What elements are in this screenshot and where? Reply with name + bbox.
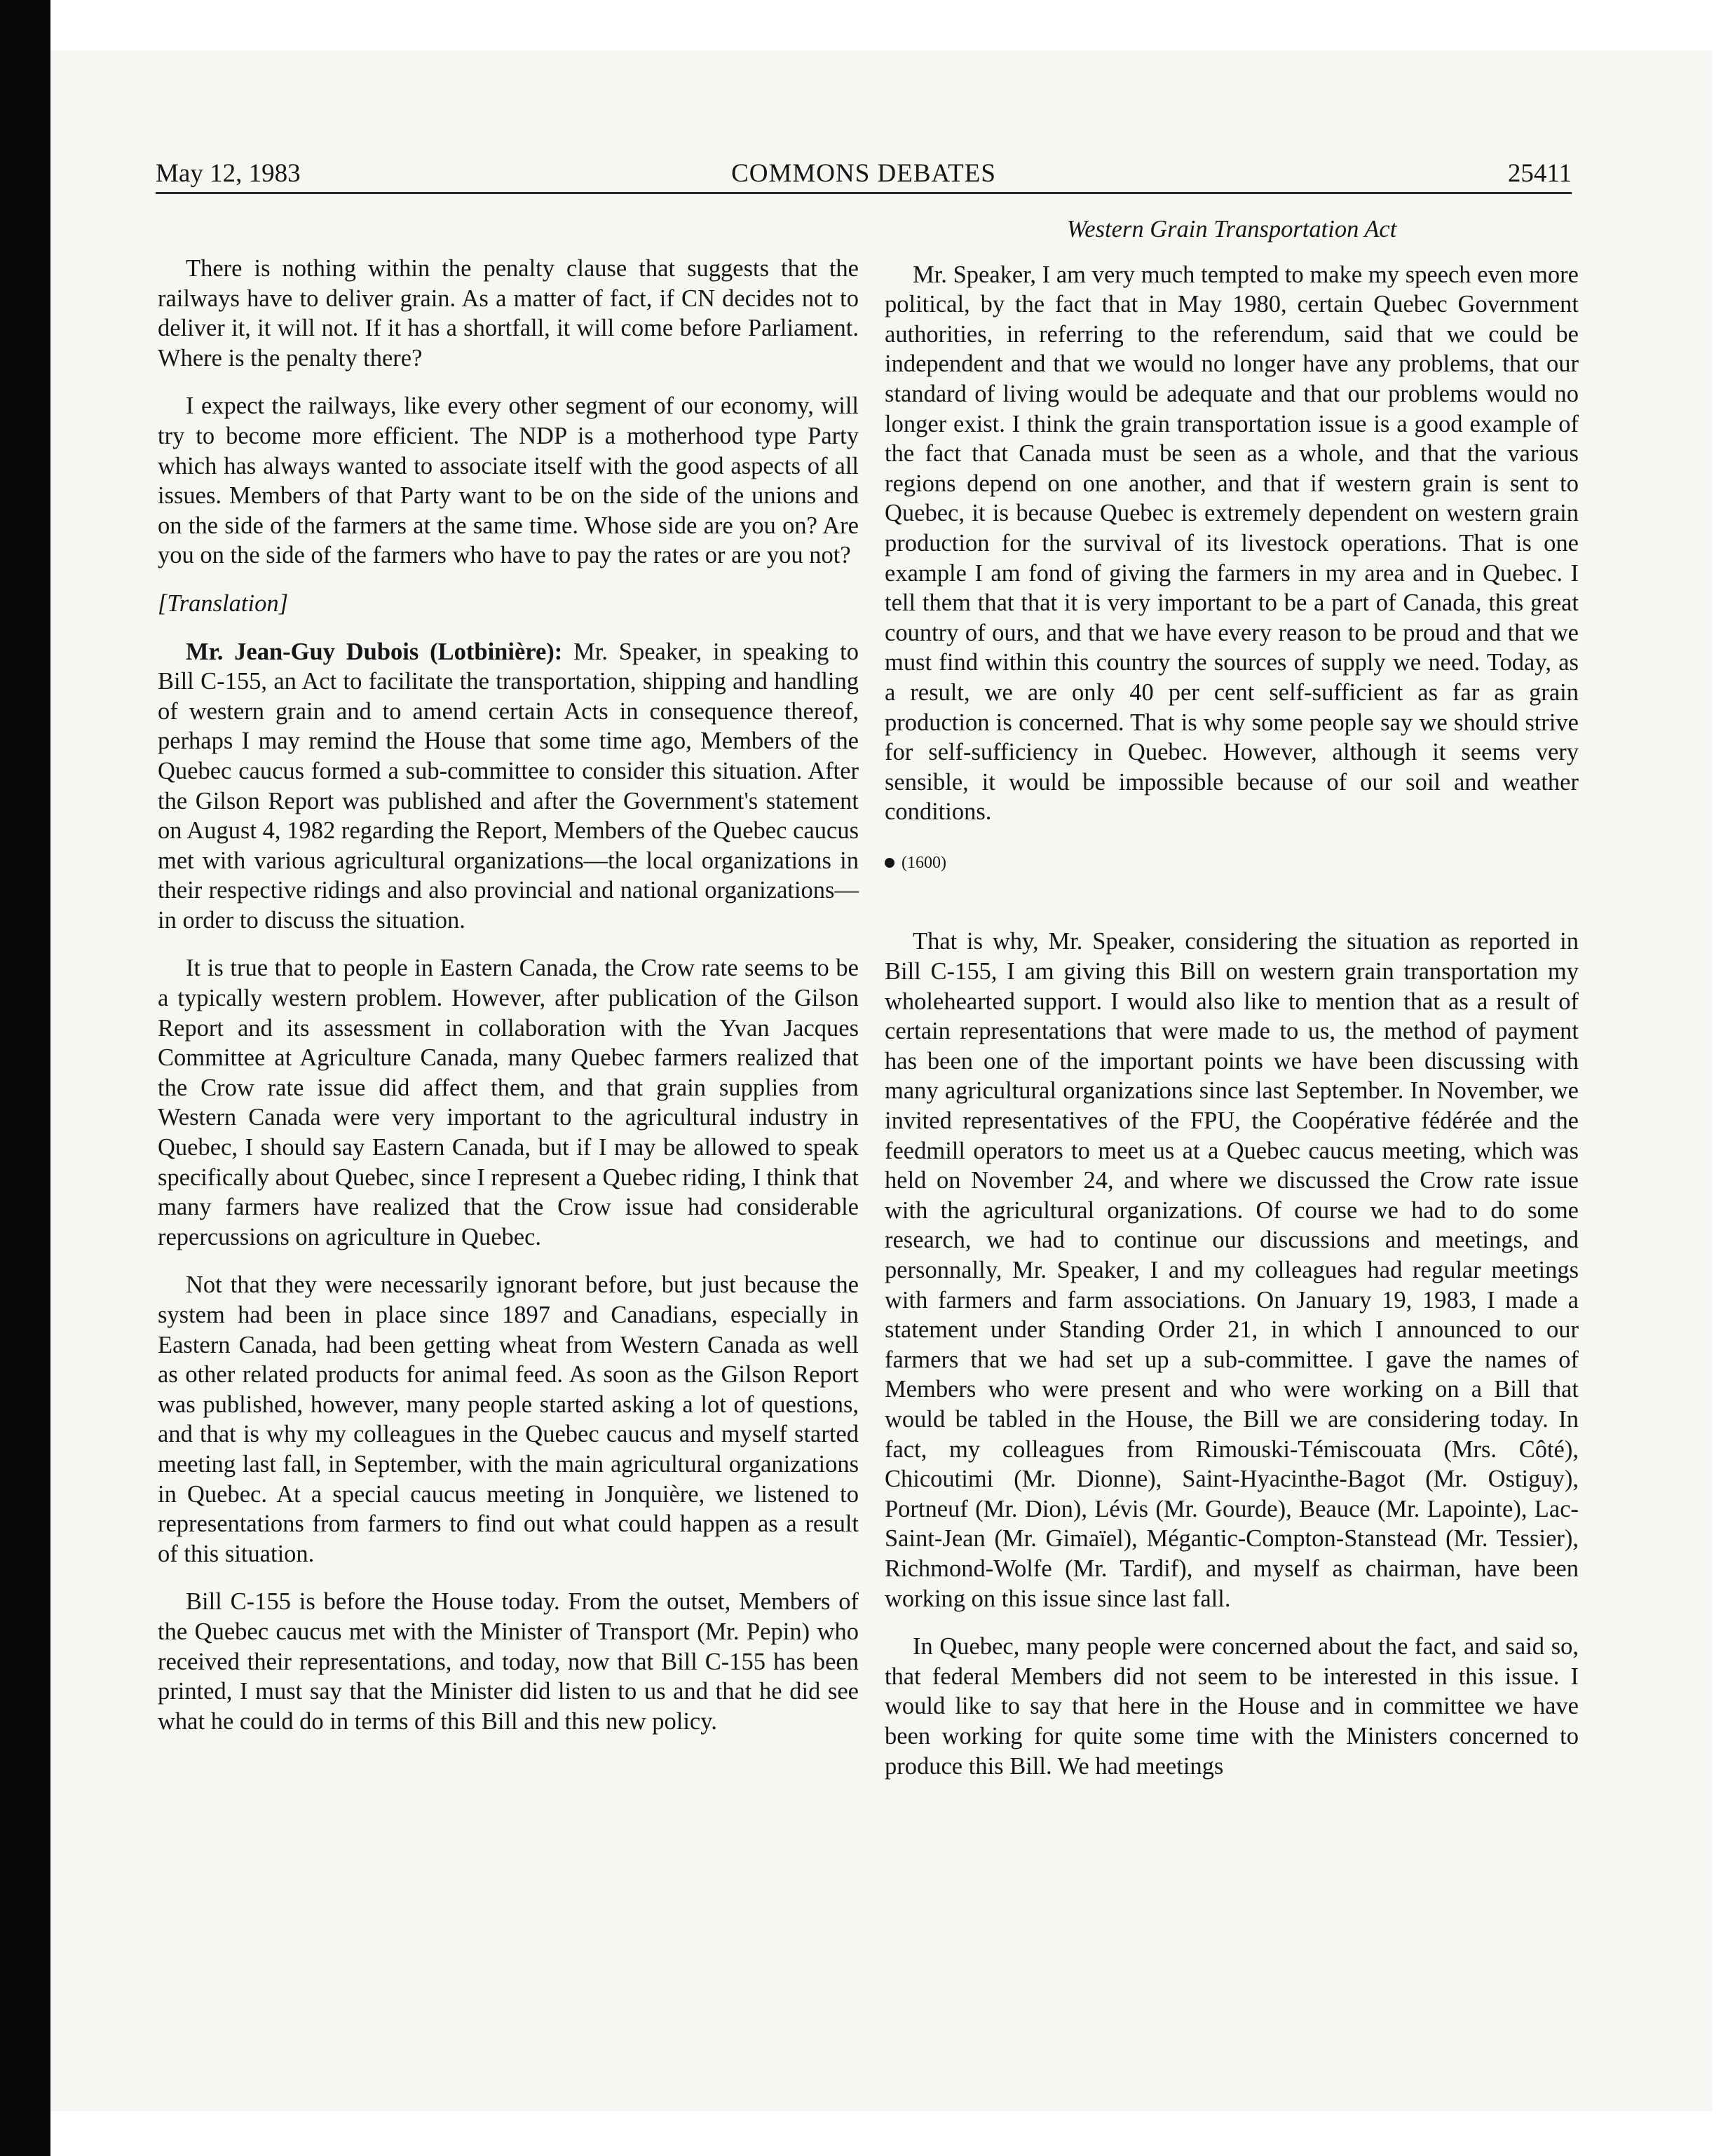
translation-label: [Translation]	[158, 589, 288, 617]
paragraph: I expect the railways, like every other segment of our economy, will try to become more efficient. The NDP is a motherhood type Party which has always wanted to associate itself with the good aspects of all issues. Members of that Party want to be on the side of the unions and on the side of the farmers at the same time. Whose side are you on? Are you on the side of the farmers who have to pay the rates or are you not?	[158, 393, 859, 569]
header-page-number: 25411	[1507, 159, 1572, 188]
running-head	[156, 158, 1572, 194]
paragraph: There is nothing within the penalty clause that suggests that the railways have to deliver grain. As a matter of fact, if CN decides not to deliver it, it will not. If it has a shortfall, it will come before Parliament. Where is the penalty there?	[158, 255, 859, 371]
paragraph: Mr. Speaker, I am very much tempted to make my speech even more political, by the fact that in May 1980, certain Quebec Government authorities, in referring to the referendum, said that we could be independent and that we would no longer have any problems, that our standard of living would be adequate and that our problems would no longer exist. I think the grain transportation issue is a good example of the fact that Canada must be seen as a whole, and that the various regions depend on one another, and that if western grain is sent to Quebec, it is because Quebec is extremely dependent on western grain production for the survival of its livestock operations. That is one example I am fond of giving the farmers in my area and in Quebec. I tell them that that it is very important to be a part of Canada, this great country of ours, and that we have every reason to be proud and that we must find within this country the sources of supply we need. Today, as a result, we are only 40 per cent self-sufficient as far as grain production is concerned. That is why some people say we should strive for self-sufficiency in Quebec. However, although it seems very sensible, it would be impossible because of our soil and weather conditions.	[885, 261, 1579, 826]
paragraph: Not that they were necessarily ignorant before, but just because the system had been in place since 1897 and Canadians, especially in Eastern Canada, had been getting wheat from Western Canada as well as other related products for animal feed. As soon as the Gilson Report was published, however, many people started asking a lot of questions, and that is why my colleagues in the Quebec caucus and myself started meeting last fall, in September, with the main agricultural organizations in Quebec. At a special caucus meeting in Jonquière, we listened to representations from farmers to find out what could happen as a result of this situation.	[158, 1271, 859, 1567]
header-date: May 12, 1983	[156, 159, 301, 188]
bullet-icon	[885, 858, 894, 868]
paragraph: Bill C-155 is before the House today. From the outset, Members of the Quebec caucus met with the Minister of Transport (Mr. Pepin) who received their representations, and today, now that Bill C-155 has been printed, I must say that the Minister did listen to us and that he did see what he could do in terms of this Bill and this new policy.	[158, 1588, 859, 1735]
paragraph: That is why, Mr. Speaker, considering the situation as reported in Bill C-155, I am giving this Bill on western grain transportation my wholehearted support. I would also like to mention that as a result of certain representations that were made to us, the method of payment has been one of the important points we have been discussing with many agricultural organizations since last September. In November, we invited representatives of the FPU, the Coopérative fédérée and the feedmill operators to meet us at a Quebec caucus meeting, which was held on November 24, and where we discussed the Crow rate issue with the agricultural organizations. Of course we had to do some research, we had to continue our discussions and meetings, and personnally, Mr. Speaker, I and my colleagues had regular meetings with farmers and farm associations. On January 19, 1983, I made a statement under Standing Order 21, in which I announced to our farmers that we had set up a sub-committee. I gave the names of Members who were present and who were working on a Bill that would be tabled in the House, the Bill we are considering today. In fact, my colleagues from Rimouski-Témiscouata (Mrs. Côté), Chicoutimi (Mr. Dionne), Saint-Hyacinthe-Bagot (Mr. Ostiguy), Portneuf (Mr. Dion), Lévis (Mr. Gourde), Beauce (Mr. Lapointe), Lac-Saint-Jean (Mr. Gimaïel), Mégantic-Compton-Stanstead (Mr. Tessier), Richmond-Wolfe (Mr. Tardif), and myself as chairman, have been working on this issue since last fall.	[885, 928, 1579, 1612]
speech-paragraph	[158, 637, 859, 936]
scan-edge	[0, 0, 50, 2156]
time-stamp: (1600)	[901, 853, 946, 872]
paragraph: In Quebec, many people were concerned about the fact, and said so, that federal Members did not seem to be interested in this issue. I would like to say that here in the House and in committee we have been working for quite some time with the Ministers concerned to produce this Bill. We had meetings	[885, 1633, 1579, 1780]
paragraph: It is true that to people in Eastern Canada, the Crow rate seems to be a typically western problem. However, after publication of the Gilson Report and its assessment in collaboration with the Yvan Jacques Committee at Agriculture Canada, many Quebec farmers realized that the Crow rate issue did affect them, and that grain supplies from Western Canada were very important to the agricultural industry in Quebec, I should say Eastern Canada, but if I may be allowed to speak specifically about Quebec, since I represent a Quebec riding, I think that many farmers have realized that the Crow issue had considerable repercussions on agriculture in Quebec.	[158, 955, 859, 1250]
left-column	[158, 254, 859, 1754]
right-column	[885, 214, 1579, 1799]
speaker-name: Mr. Jean-Guy Dubois (Lotbinière):	[186, 638, 563, 665]
header-title: COMMONS DEBATES	[731, 159, 996, 188]
speech-text: Mr. Speaker, in speaking to Bill C-155, an Act to facilitate the transportation, shipping and handling of western grain and to amend certain Acts in consequence thereof, perhaps I may remind the House that some time ago, Members of the Quebec caucus formed a sub-committee to consider this situation. After the Gilson Report was published and after the Government's statement on August 4, 1982 regarding the Report, Members of the Quebec caucus met with various agricultural organizations—the local organizations in their respective ridings and also provincial and national organizations—in order to discuss the situation.	[158, 638, 859, 934]
time-marker	[885, 848, 1579, 878]
section-title: Western Grain Transportation Act	[1066, 216, 1397, 243]
